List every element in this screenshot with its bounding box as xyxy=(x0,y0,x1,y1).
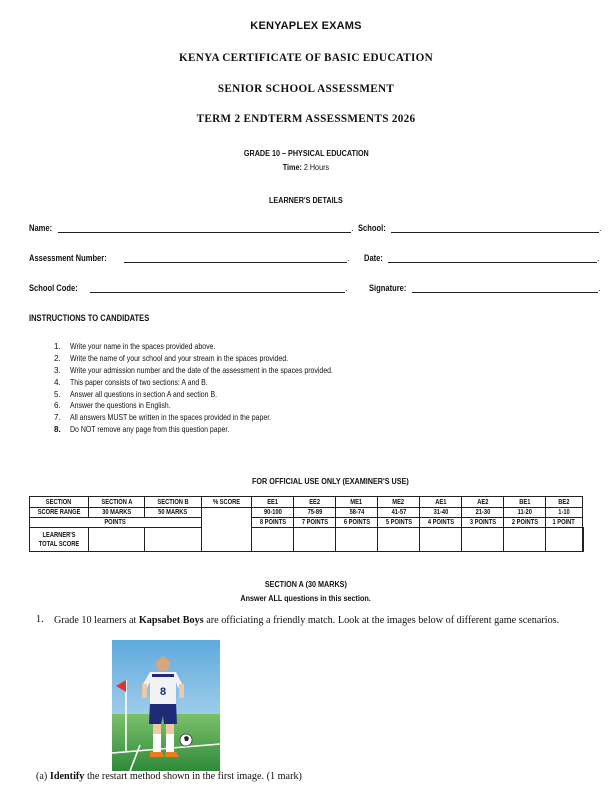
table-cell: 6 POINTS xyxy=(336,518,378,528)
table-cell: SECTION A xyxy=(89,497,145,508)
table-row xyxy=(30,508,584,518)
question-text: Grade 10 learners at Kapsabet Boys are officiating a friendly match. Look at the images below of different game scenarios. xyxy=(54,615,560,626)
table-cell: AE2 xyxy=(462,497,504,508)
score-input-cell[interactable] xyxy=(336,528,378,552)
assessment-level: SENIOR SCHOOL ASSESSMENT xyxy=(217,83,395,95)
table-cell: 8 POINTS xyxy=(252,518,294,528)
part-a-verb: Identify xyxy=(49,771,85,782)
school-label: School: xyxy=(358,223,386,233)
table-cell: AE1 xyxy=(420,497,462,508)
table-cell: 7 POINTS xyxy=(294,518,336,528)
table-cell: 5 POINTS xyxy=(378,518,420,528)
table-cell: 75-89 xyxy=(294,508,336,518)
instructions-title: INSTRUCTIONS TO CANDIDATES xyxy=(29,313,150,323)
name-field[interactable] xyxy=(58,232,351,233)
table-cell: 2 POINTS xyxy=(504,518,546,528)
table-row xyxy=(30,528,584,552)
table-cell: EE1 xyxy=(252,497,294,508)
score-input-cell[interactable] xyxy=(252,528,294,552)
score-input-cell[interactable] xyxy=(504,528,546,552)
instructions-list xyxy=(54,342,376,437)
time-label: Time: xyxy=(282,162,302,172)
school-name: Kapsabet Boys xyxy=(138,615,204,626)
table-cell: 41-57 xyxy=(378,508,420,518)
official-use-title: FOR OFFICIAL USE ONLY (EXAMINER'S USE) xyxy=(252,476,409,486)
table-cell: SCORE RANGE xyxy=(30,508,89,518)
exam-title: KENYA CERTIFICATE OF BASIC EDUCATION xyxy=(178,52,434,64)
date-label: Date: xyxy=(364,253,383,263)
table-cell: 1-10 xyxy=(546,508,583,518)
table-cell: % SCORE xyxy=(202,497,252,508)
instruction-item: 3. Write your admission number and the date of the assessment in the spaces provided. xyxy=(54,365,333,375)
instruction-item: 5. Answer all questions in section A and section B. xyxy=(54,389,218,399)
section-a-title: SECTION A (30 MARKS) xyxy=(264,579,348,589)
learner-details-heading-wrap xyxy=(0,190,612,208)
question-part-a: (a) Identify the restart method shown in the first image. (1 mark) xyxy=(36,771,302,782)
learner-details-heading: LEARNER'S DETAILS xyxy=(269,195,343,205)
percent-score-cell[interactable] xyxy=(202,508,252,552)
corner-kick-image xyxy=(112,640,220,771)
time-value: 2 Hours xyxy=(303,162,330,172)
score-input-cell[interactable] xyxy=(583,528,584,552)
score-input-cell[interactable] xyxy=(462,528,504,552)
time-line xyxy=(0,157,612,175)
school-field[interactable] xyxy=(391,232,599,233)
instruction-item: 4. This paper consists of two sections: A and B. xyxy=(54,377,208,387)
score-input-cell[interactable] xyxy=(546,528,583,552)
table-cell: 30 MARKS xyxy=(89,508,145,518)
date-field[interactable] xyxy=(388,262,597,263)
section-a-subtitle: Answer ALL questions in this section. xyxy=(240,593,372,603)
table-cell: 4 POINTS xyxy=(420,518,462,528)
table-cell: ME1 xyxy=(336,497,378,508)
table-cell: 50 MARKS xyxy=(145,508,202,518)
score-input-cell[interactable] xyxy=(89,528,145,552)
table-cell: 21-30 xyxy=(462,508,504,518)
term-title: TERM 2 ENDTERM ASSESSMENTS 2026 xyxy=(196,113,416,125)
table-cell: ME2 xyxy=(378,497,420,508)
table-cell: EE2 xyxy=(294,497,336,508)
subject-title: GRADE 10 – PHYSICAL EDUCATION xyxy=(243,148,369,158)
instruction-item: 8. Do NOT remove any page from this question paper. xyxy=(54,425,230,435)
table-cell: POINTS xyxy=(30,518,202,528)
name-label: Name: xyxy=(29,223,53,233)
score-input-cell[interactable] xyxy=(420,528,462,552)
admission-field[interactable] xyxy=(124,262,347,263)
question-number: 1. xyxy=(36,614,44,625)
table-cell: 58-74 xyxy=(336,508,378,518)
section-a-subtitle-wrap xyxy=(0,588,612,606)
score-input-cell[interactable] xyxy=(294,528,336,552)
shirt-number: 8 xyxy=(159,686,167,698)
table-row xyxy=(30,497,584,508)
score-input-cell[interactable] xyxy=(378,528,420,552)
score-input-cell[interactable] xyxy=(145,528,202,552)
instruction-item: 7. All answers MUST be written in the spaces provided in the paper. xyxy=(54,413,272,423)
instruction-item: 2. Write the name of your school and your stream in the spaces provided. xyxy=(54,353,289,363)
table-cell: 3 POINTS xyxy=(462,518,504,528)
instruction-item: 6. Answer the questions in English. xyxy=(54,401,171,411)
table-cell: SECTION B xyxy=(145,497,202,508)
table-cell: BE1 xyxy=(504,497,546,508)
table-cell: 31-40 xyxy=(420,508,462,518)
table-cell: BE2 xyxy=(546,497,583,508)
table-cell: 90-100 xyxy=(252,508,294,518)
table-cell: 1 POINT xyxy=(546,518,583,528)
admission-label: Assessment Number: xyxy=(29,253,107,263)
table-cell: 11-20 xyxy=(504,508,546,518)
table-cell: SECTION xyxy=(30,497,89,508)
table-cell: LEARNER'S TOTAL SCORE xyxy=(30,528,89,552)
instruction-item: 1. Write your name in the spaces provided above. xyxy=(54,342,216,351)
table-row xyxy=(30,518,584,528)
signature-field[interactable] xyxy=(412,292,598,293)
signature-label: Signature: xyxy=(369,283,407,293)
official-use-title-wrap xyxy=(252,471,439,489)
school-code-label: School Code: xyxy=(29,283,78,293)
school-code-field[interactable] xyxy=(90,292,345,293)
score-table xyxy=(29,496,584,552)
exam-org-title: KENYAPLEX EXAMS xyxy=(250,20,362,32)
